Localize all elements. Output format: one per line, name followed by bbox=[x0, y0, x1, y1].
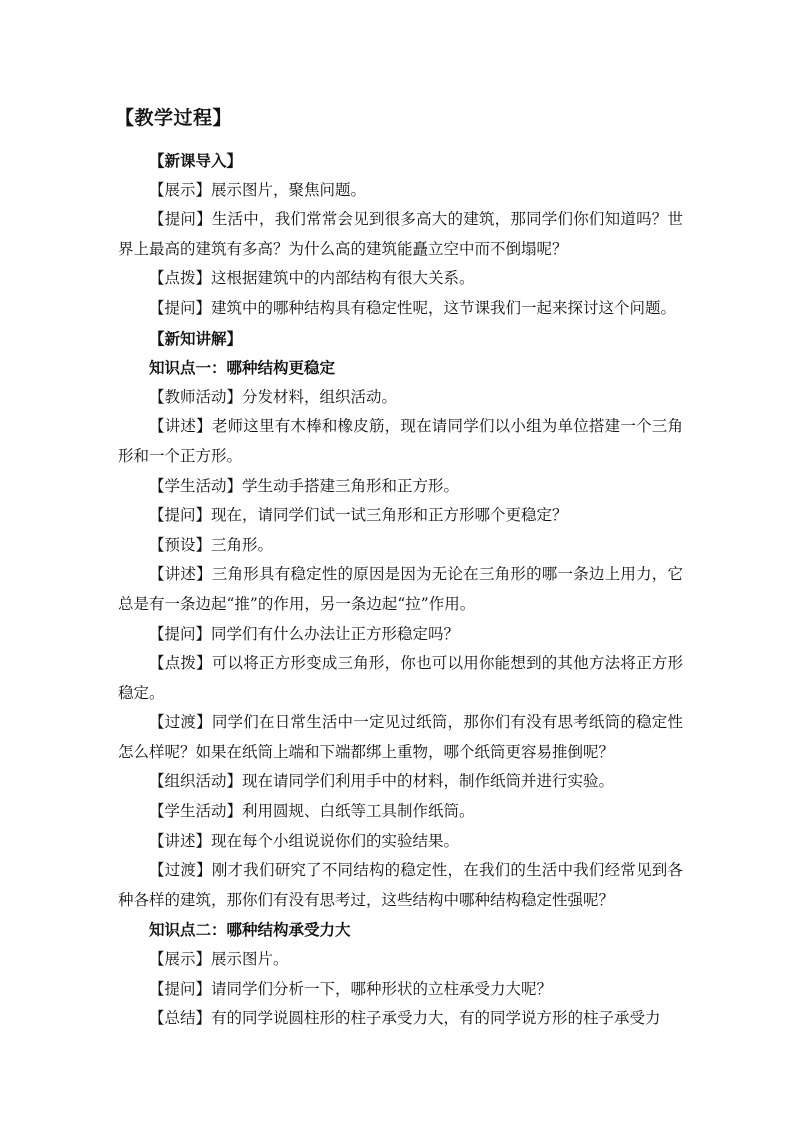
paragraph: 【教师活动】分发材料，组织活动。 bbox=[149, 387, 398, 406]
paragraph: 【点拨】这根据建筑中的内部结构有很大关系。 bbox=[149, 269, 475, 288]
section-title: 【教学过程】 bbox=[115, 107, 233, 129]
paragraph: 【展示】展示图片。 bbox=[149, 950, 289, 969]
paragraph: 【讲述】三角形具有稳定性的原因是因为无论在三角形的哪一条边上用力，它总是有一条边起“推”的作用，另一条边起“拉”作用。 bbox=[118, 565, 683, 613]
paragraph: 【组织活动】现在请同学们利用手中的材料，制作纸筒并进行实验。 bbox=[149, 772, 615, 791]
paragraph: 【提问】建筑中的哪种结构具有稳定性呢，这节课我们一起来探讨这个问题。 bbox=[149, 298, 677, 317]
paragraph: 【学生活动】学生动手搭建三角形和正方形。 bbox=[149, 476, 460, 495]
section-heading: 【新课导入】 bbox=[149, 151, 243, 170]
section-heading: 【新知讲解】 bbox=[149, 328, 243, 348]
paragraph: 【提问】请同学们分析一下，哪种形状的立柱承受力大呢？ bbox=[149, 979, 553, 998]
paragraph: 【点拨】可以将正方形变成三角形，你也可以用你能想到的其他方法将正方形稳定。 bbox=[118, 654, 683, 702]
paragraph: 【过渡】刚才我们研究了不同结构的稳定性，在我们的生活中我们经常见到各种各样的建筑，那你们有没有思考过，这些结构中哪种结构稳定性强呢？ bbox=[118, 861, 683, 909]
paragraph: 【讲述】老师这里有木棒和橡皮筋，现在请同学们以小组为单位搭建一个三角形和一个正方形。 bbox=[118, 417, 683, 465]
paragraph: 【提问】生活中，我们常常会见到很多高大的建筑，那同学们你们知道吗？世界上最高的建筑有多高？为什么高的建筑能矗立空中而不倒塌呢？ bbox=[118, 210, 683, 258]
paragraph: 【讲述】现在每个小组说说你们的实验结果。 bbox=[149, 831, 460, 850]
paragraph: 【提问】现在，请同学们试一试三角形和正方形哪个更稳定？ bbox=[149, 506, 568, 525]
paragraph: 【提问】同学们有什么办法让正方形稳定吗？ bbox=[149, 624, 460, 643]
document-body bbox=[118, 146, 683, 1034]
paragraph: 【学生活动】利用圆规、白纸等工具制作纸筒。 bbox=[149, 802, 475, 821]
paragraph: 【过渡】同学们在日常生活中一定见过纸筒，那你们有没有思考纸筒的稳定性怎么样呢？如果在纸筒上端和下端都绑上重物，哪个纸筒更容易推倒呢？ bbox=[118, 713, 683, 761]
section-heading: 知识点二：哪种结构承受力大 bbox=[149, 920, 351, 940]
paragraph: 【总结】有的同学说圆柱形的柱子承受力大，有的同学说方形的柱子承受力 bbox=[149, 1009, 661, 1028]
section-heading: 知识点一：哪种结构更稳定 bbox=[149, 358, 336, 378]
paragraph: 【展示】展示图片，聚焦问题。 bbox=[149, 180, 367, 199]
paragraph: 【预设】三角形。 bbox=[149, 535, 274, 554]
